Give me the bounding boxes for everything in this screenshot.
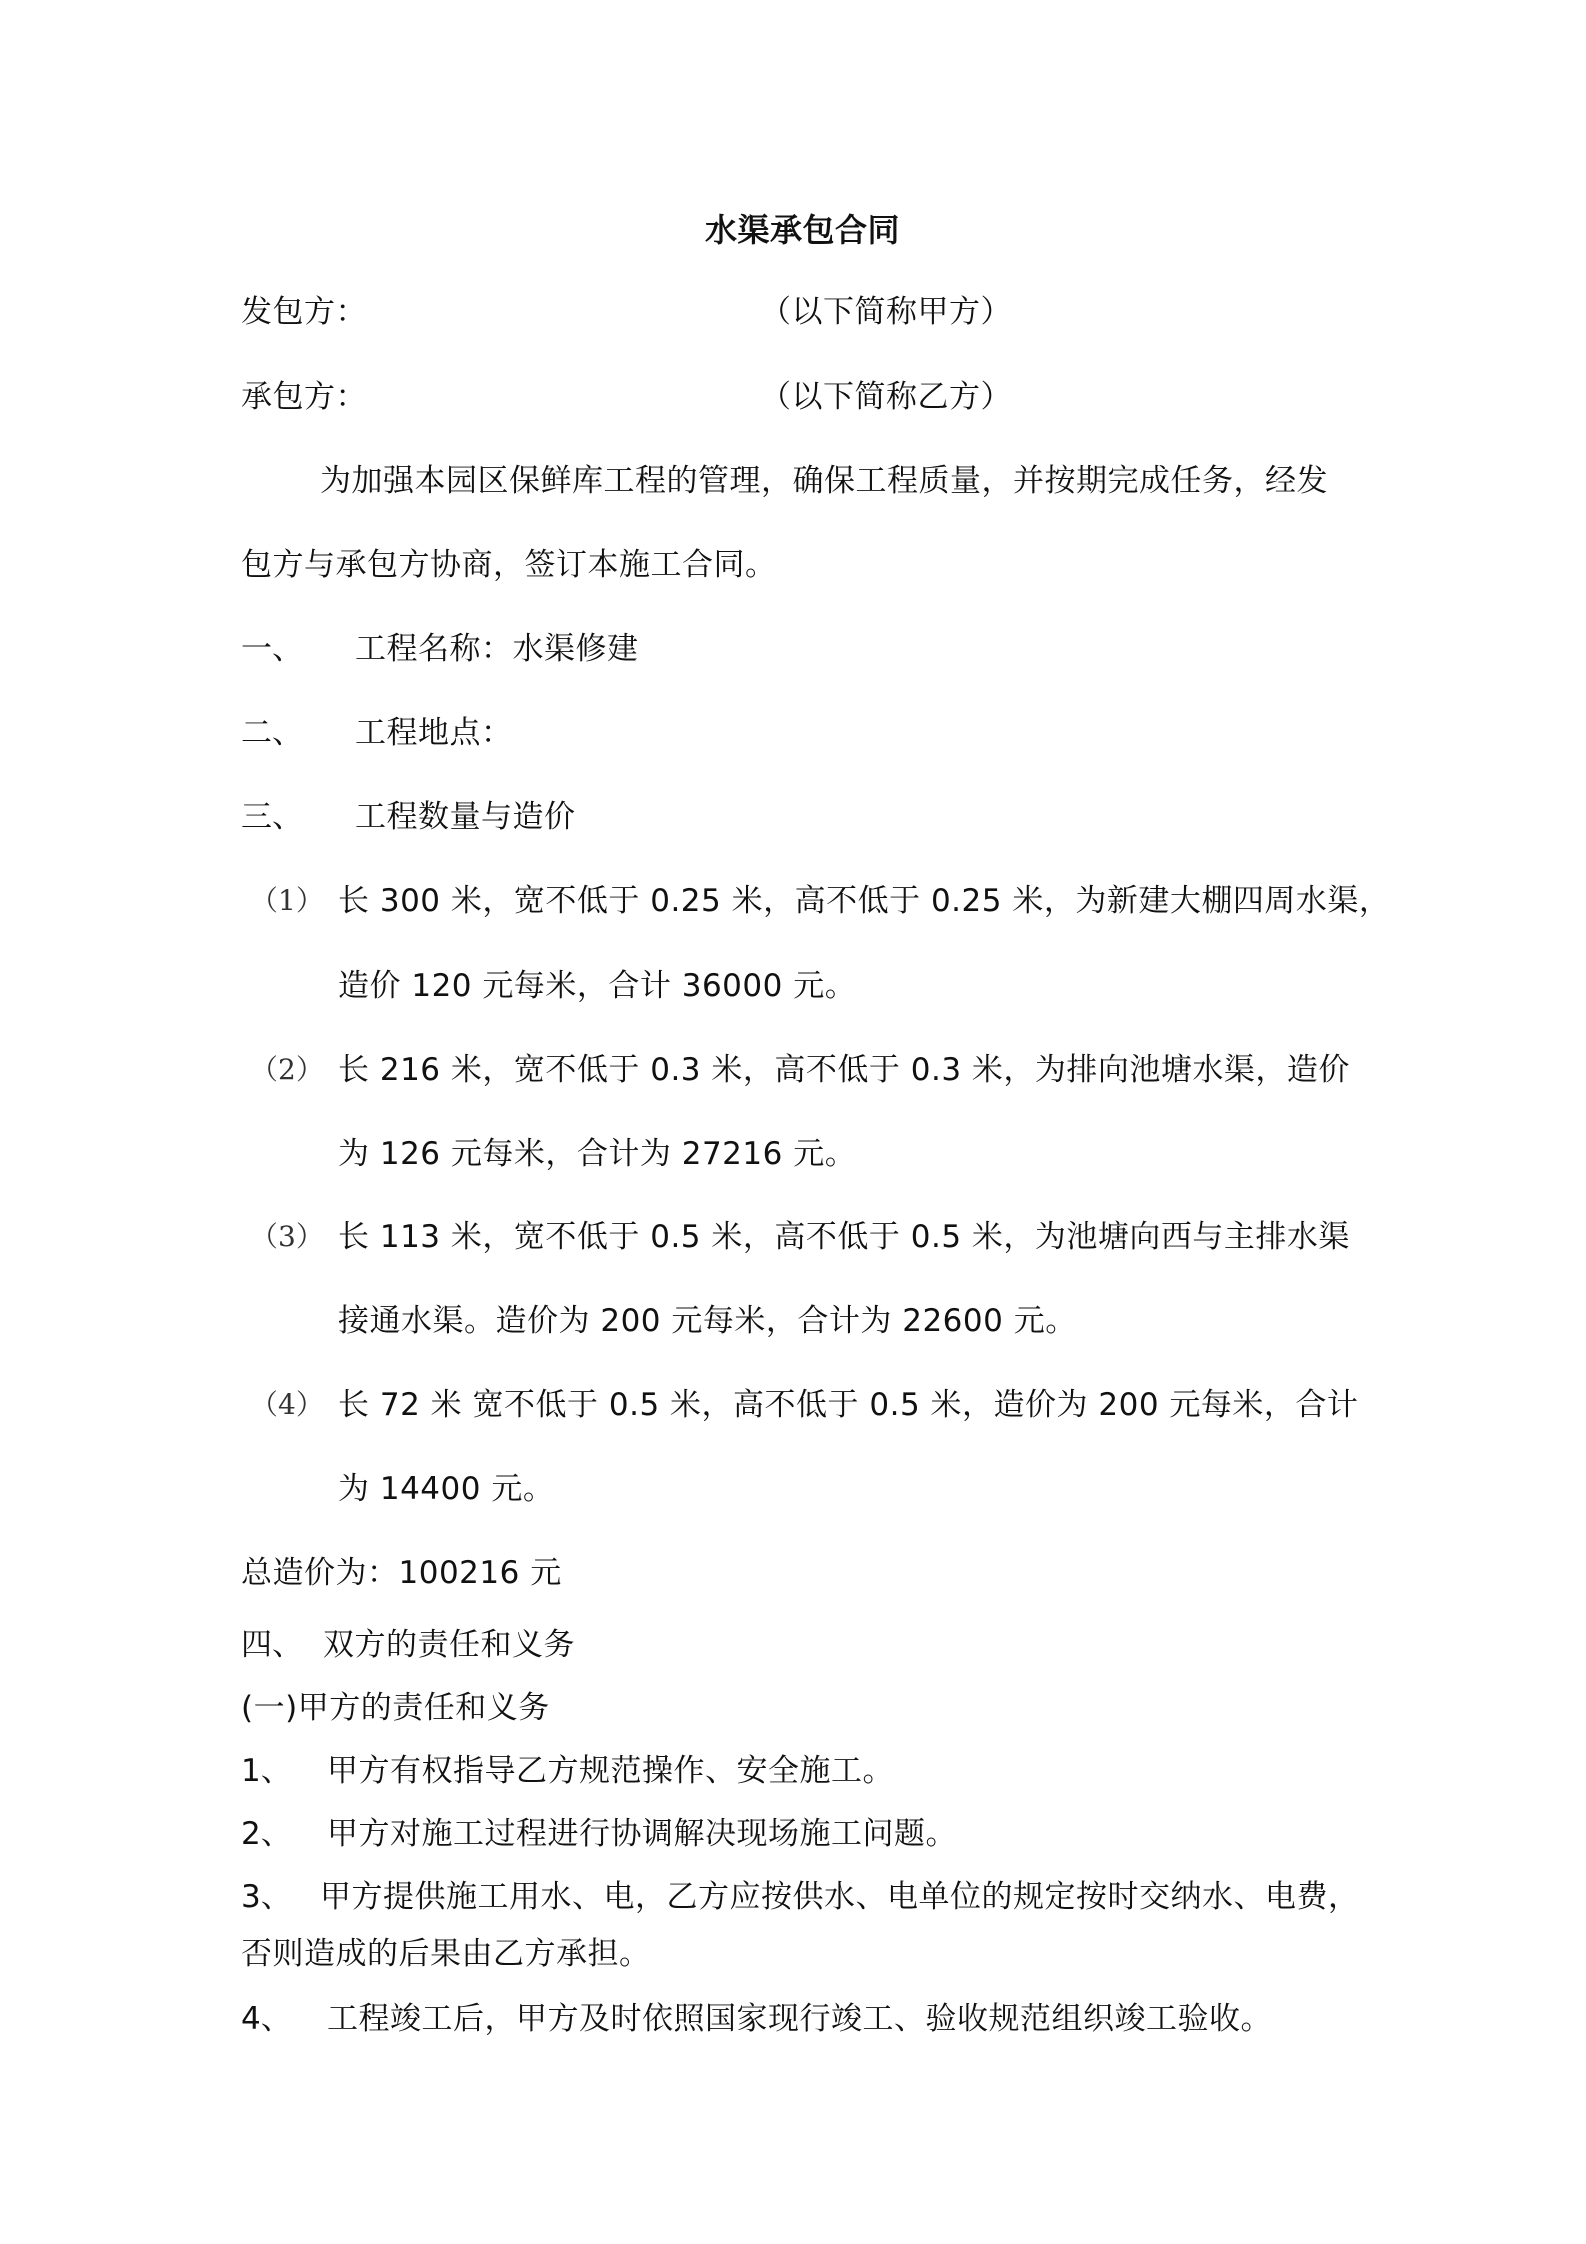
item-number: （2） xyxy=(250,1053,324,1086)
party-b-note: （以下简称乙方） xyxy=(760,379,1012,415)
duty-text-line-2: 否则造成的后果由乙方承担。 xyxy=(241,1936,651,1972)
section-text: 双方的责任和义务 xyxy=(323,1627,575,1663)
intro-paragraph-line-2: 包方与承包方协商，签订本施工合同。 xyxy=(241,547,777,583)
party-a-label: 发包方： xyxy=(241,294,367,330)
duty-number: 4、 xyxy=(241,2001,292,2037)
intro-paragraph-line-1: 为加强本园区保鲜库工程的管理，确保工程质量，并按期完成任务，经发 xyxy=(320,463,1328,499)
duty-text: 甲方提供施工用水、电，乙方应按供水、电单位的规定按时交纳水、电费， xyxy=(320,1879,1360,1915)
section-text: 工程数量与造价 xyxy=(355,799,576,835)
item-number: （3） xyxy=(250,1220,324,1253)
item-text-line-2: 为 126 元每米，合计为 27216 元。 xyxy=(338,1136,857,1172)
duty-text: 工程竣工后，甲方及时依照国家现行竣工、验收规范组织竣工验收。 xyxy=(327,2001,1272,2037)
party-a-note: （以下简称甲方） xyxy=(760,294,1012,330)
duty-number: 1、 xyxy=(241,1753,292,1789)
duty-number: 3、 xyxy=(241,1879,292,1915)
item-text-line-1: 长 216 米，宽不低于 0.3 米，高不低于 0.3 米，为排向池塘水渠，造价 xyxy=(338,1052,1350,1088)
item-text-line-1: 长 300 米，宽不低于 0.25 米，高不低于 0.25 米，为新建大棚四周水渠， xyxy=(338,883,1391,919)
duty-text: 甲方有权指导乙方规范操作、安全施工。 xyxy=(327,1753,894,1789)
subsection-heading: (一)甲方的责任和义务 xyxy=(241,1690,550,1726)
item-text-line-2: 接通水渠。造价为 200 元每米，合计为 22600 元。 xyxy=(338,1303,1077,1339)
item-text-line-1: 长 72 米 宽不低于 0.5 米，高不低于 0.5 米，造价为 200 元每米，合计 xyxy=(338,1387,1359,1423)
section-text: 工程名称：水渠修建 xyxy=(355,631,639,667)
total-price: 总造价为：100216 元 xyxy=(241,1555,562,1591)
section-number: 四、 xyxy=(241,1627,303,1663)
section-number: 三、 xyxy=(241,799,303,835)
duty-number: 2、 xyxy=(241,1816,292,1852)
item-text-line-2: 造价 120 元每米，合计 36000 元。 xyxy=(338,968,857,1004)
section-text: 工程地点： xyxy=(355,715,513,751)
item-text-line-2: 为 14400 元。 xyxy=(338,1471,555,1507)
duty-text: 甲方对施工过程进行协调解决现场施工问题。 xyxy=(327,1816,957,1852)
document-title: 水渠承包合同 xyxy=(705,211,901,249)
party-b-label: 承包方： xyxy=(241,379,367,415)
section-number: 一、 xyxy=(241,631,303,667)
section-number: 二、 xyxy=(241,715,303,751)
item-number: （4） xyxy=(250,1388,324,1421)
item-text-line-1: 长 113 米，宽不低于 0.5 米，高不低于 0.5 米，为池塘向西与主排水渠 xyxy=(338,1219,1350,1255)
item-number: （1） xyxy=(250,884,324,917)
